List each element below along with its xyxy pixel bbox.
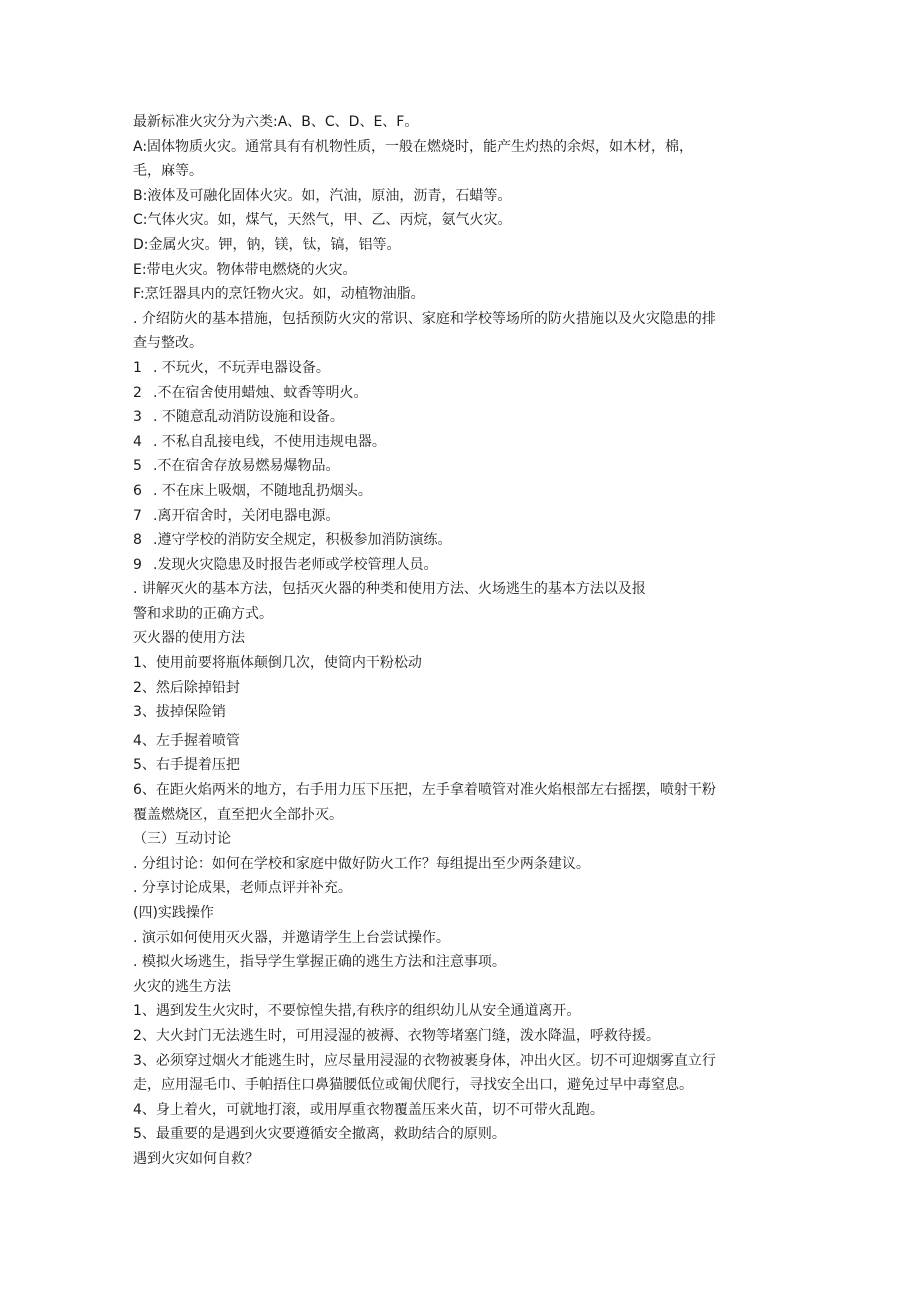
escape-item: 4、身上着火，可就地打滚，或用厚重衣物覆盖压来火苗，切不可带火乱跑。 [133,1101,604,1118]
item-text: .发现火灾隐患及时报告老师或学校管理人员。 [153,556,438,573]
prevention-item [133,356,793,381]
prevention-item [133,430,793,455]
discussion-item: . 分组讨论：如何在学校和家庭中做好防火工作？每组提出至少两条建议。 [133,855,590,872]
extinguish-intro-line2: 警和求助的正确方式。 [133,605,273,622]
item-number: 8 [133,532,142,549]
item-number: 9 [133,556,142,573]
extinguisher-step: 5、右手提着压把 [133,757,240,774]
fire-class-d: D:金属火灾。钾，钠，镁，钛，镐，铝等。 [133,236,401,253]
extinguisher-step: 1、使用前要将瓶体颠倒几次，使筒内干粉松动 [133,655,422,672]
item-text: .遵守学校的消防安全规定，积极参加消防演练。 [153,532,452,549]
prevention-item [133,504,793,529]
prevention-item [133,454,793,479]
item-number: 1 [133,359,142,376]
item-number: 4 [133,433,142,450]
self-rescue-question: 遇到火灾如何自救？ [133,1150,259,1167]
extinguish-intro-line1: . 讲解灭火的基本方法，包括灭火器的种类和使用方法、火场逃生的基本方法以及报 [133,581,646,598]
item-number: 7 [133,507,142,524]
prevention-item [133,479,793,504]
prevention-item [133,405,793,430]
extinguisher-usage-title: 灭火器的使用方法 [133,630,245,647]
item-text: .不在宿舍存放易燃易爆物品。 [153,458,340,475]
fire-class-a-line1: A:固体物质火灾。通常具有有机物性质，一般在燃烧时，能产生灼热的余烬，如木材，棉， [133,138,694,155]
extinguisher-step: 2、然后除掉铅封 [133,679,240,696]
escape-item: 5、最重要的是遇到火灾要遵循安全撤离，救助结合的原则。 [133,1126,506,1143]
fire-class-a-line2: 毛，麻等。 [133,163,203,180]
item-text: .离开宿舍时，关闭电器电源。 [153,507,340,524]
practice-item: . 模拟火场逃生，指导学生掌握正确的逃生方法和注意事项。 [133,954,506,971]
fire-class-intro: 最新标准火灾分为六类:A、B、C、D、E、F。 [133,114,419,130]
section-practice-title: (四)实践操作 [133,905,214,921]
item-text: . 不私自乱接电线，不使用违规电器。 [153,433,386,450]
escape-item: 3、必须穿过烟火才能逃生时，应尽量用浸湿的衣物被裹身体，冲出火区。切不可迎烟雾直立行 [133,1052,716,1069]
fire-class-c: C:气体火灾。如，煤气，天然气，甲、乙、丙烷，氨气火灾。 [133,212,512,229]
fire-class-b: B:液体及可融化固体火灾。如，汽油，原油，沥青，石蜡等。 [133,187,512,204]
section-interactive-discussion-title: （三）互动讨论 [133,831,231,848]
item-text: .不在宿舍使用蜡烛、蚊香等明火。 [153,384,368,401]
escape-item-continued: 走，应用湿毛巾、手帕捂住口鼻猫腰低位或匍伏爬行，寻找安全出口，避免过早中毒窒息。 [133,1077,693,1094]
practice-item: . 演示如何使用灭火器，并邀请学生上台尝试操作。 [133,929,450,946]
prevention-intro-line2: 查与整改。 [133,335,203,352]
fire-class-e: E:带电火灾。物体带电燃烧的火灾。 [133,261,357,278]
discussion-item: . 分享讨论成果，老师点评并补充。 [133,880,352,897]
item-text: . 不随意乱动消防设施和设备。 [153,409,344,426]
extinguisher-step: 4、左手握着喷管 [133,732,240,749]
item-text: . 不在床上吸烟，不随地乱扔烟头。 [153,482,372,499]
extinguisher-step: 6、在距火焰两米的地方，右手用力压下压把，左手拿着喷管对准火焰根部左右摇摆，喷射干粉 [133,782,716,799]
escape-item: 2、大火封门无法逃生时，可用浸湿的被褥、衣物等堵塞门缝，泼水降温，呼救待援。 [133,1027,660,1044]
document-body [133,110,793,1172]
escape-methods-title: 火灾的逃生方法 [133,978,231,995]
item-number: 2 [133,384,142,401]
prevention-item [133,553,793,578]
extinguisher-step-continued: 覆盖燃烧区，直至把火全部扑灭。 [133,806,343,823]
prevention-intro-line1: . 介绍防火的基本措施，包括预防火灾的常识、家庭和学校等场所的防火措施以及火灾隐患的排 [133,310,716,327]
item-number: 5 [133,458,142,475]
prevention-item [133,381,793,406]
item-text: . 不玩火，不玩弄电器设备。 [153,359,330,376]
prevention-item [133,528,793,553]
extinguisher-step: 3、拔掉保险销 [133,704,226,721]
item-number: 3 [133,409,142,426]
item-number: 6 [133,482,142,499]
fire-class-f: F:烹饪器具内的烹饪物火灾。如，动植物油脂。 [133,286,425,303]
escape-item: 1、遇到发生火灾时，不要惊惶失措,有秩序的组织幼儿从安全通道离开。 [133,1003,581,1020]
